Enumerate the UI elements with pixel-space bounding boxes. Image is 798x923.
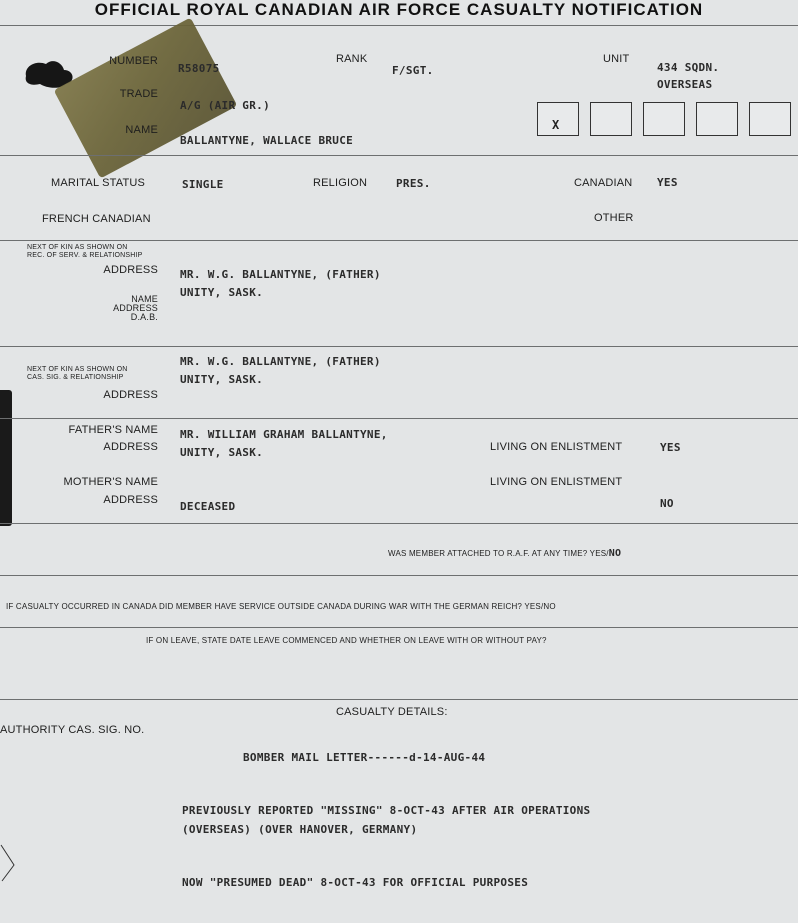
margin-scribble-decoration xyxy=(0,843,18,883)
unit-label: UNIT xyxy=(603,53,630,65)
divider xyxy=(0,155,798,156)
father-line-2: UNITY, SASK. xyxy=(180,446,264,459)
name-label: NAME xyxy=(125,124,158,136)
raf-attached-text: WAS MEMBER ATTACHED TO R.A.F. AT ANY TIME? YES/ xyxy=(388,549,609,558)
divider xyxy=(0,523,798,524)
nok-cas-address-label: ADDRESS xyxy=(103,389,158,401)
nok-record-label-line-1: NEXT OF KIN AS SHOWN ON xyxy=(27,244,128,251)
casualty-detail-line-1: PREVIOUSLY REPORTED "MISSING" 8-OCT-43 AFTER AIR OPERATIONS xyxy=(182,804,591,817)
number-value: R58075 xyxy=(178,62,220,75)
nok-cas-line-1: MR. W.G. BALLANTYNE, (FATHER) xyxy=(180,355,381,368)
father-living-label: LIVING ON ENLISTMENT xyxy=(490,441,623,453)
checkbox-other[interactable] xyxy=(749,102,791,136)
leave-question: IF ON LEAVE, STATE DATE LEAVE COMMENCED AND WHETHER ON LEAVE WITH OR WITHOUT PAY? xyxy=(146,636,547,645)
casualty-detail-line-2: (OVERSEAS) (OVER HANOVER, GERMANY) xyxy=(182,823,418,836)
french-canadian-label: FRENCH CANADIAN xyxy=(42,213,151,225)
religion-value: PRES. xyxy=(396,177,431,190)
divider xyxy=(0,418,798,419)
nab-dab-label: D.A.B. xyxy=(130,312,158,322)
divider xyxy=(0,346,798,347)
nok-record-label-line-2: REC. OF SERV. & RELATIONSHIP xyxy=(27,252,143,259)
mother-living-value: NO xyxy=(660,497,674,510)
divider xyxy=(0,25,798,26)
divider xyxy=(0,627,798,628)
nok-cas-label-line-1: NEXT OF KIN AS SHOWN ON xyxy=(27,366,128,373)
casualty-detail-line-3: NOW "PRESUMED DEAD" 8-OCT-43 FOR OFFICIAL PURPOSES xyxy=(182,876,529,889)
unit-value-line-1: 434 SQDN. xyxy=(657,61,720,74)
nok-record-line-2: UNITY, SASK. xyxy=(180,286,264,299)
religion-label: RELIGION xyxy=(313,177,368,189)
mother-address-label: ADDRESS xyxy=(103,494,158,506)
trade-value: A/G (AIR GR.) xyxy=(180,99,270,112)
trade-label: TRADE xyxy=(119,88,158,100)
binder-edge-decoration xyxy=(0,390,12,526)
mother-living-label: LIVING ON ENLISTMENT xyxy=(490,476,623,488)
mother-name-label: MOTHER'S NAME xyxy=(63,476,158,488)
checkbox-raaf[interactable] xyxy=(643,102,685,136)
authority-value: BOMBER MAIL LETTER------d-14-AUG-44 xyxy=(243,751,486,764)
marital-status-value: SINGLE xyxy=(182,178,224,191)
raf-attached-question xyxy=(388,548,621,559)
form-title: OFFICIAL ROYAL CANADIAN AIR FORCE CASUALTY NOTIFICATION xyxy=(94,0,704,19)
number-label: NUMBER xyxy=(109,55,158,67)
nab-name-label: NAME xyxy=(131,294,158,304)
name-value: BALLANTYNE, WALLACE BRUCE xyxy=(180,134,354,147)
authority-label: AUTHORITY CAS. SIG. NO. xyxy=(0,724,145,736)
casualty-details-label: CASUALTY DETAILS: xyxy=(336,706,448,718)
rank-label: RANK xyxy=(336,53,368,65)
checkbox-rnzaf[interactable] xyxy=(696,102,738,136)
nok-record-line-1: MR. W.G. BALLANTYNE, (FATHER) xyxy=(180,268,381,281)
marital-status-label: MARITAL STATUS xyxy=(51,177,146,189)
casualty-in-canada-question: IF CASUALTY OCCURRED IN CANADA DID MEMBER HAVE SERVICE OUTSIDE CANADA DURING WAR WITH THE GERMAN REICH? YES/NO xyxy=(6,602,556,611)
father-address-label: ADDRESS xyxy=(103,441,158,453)
unit-value-line-2: OVERSEAS xyxy=(657,78,713,91)
canadian-label: CANADIAN xyxy=(574,177,633,189)
father-line-1: MR. WILLIAM GRAHAM BALLANTYNE, xyxy=(180,428,388,441)
nok-cas-line-2: UNITY, SASK. xyxy=(180,373,264,386)
divider xyxy=(0,575,798,576)
divider xyxy=(0,699,798,700)
mother-value: DECEASED xyxy=(180,500,236,513)
divider xyxy=(0,240,798,241)
other-label: OTHER xyxy=(594,212,634,224)
checkbox-mark-rcaf: X xyxy=(552,118,560,132)
checkbox-raf[interactable] xyxy=(590,102,632,136)
raf-attached-answer: NO xyxy=(608,548,622,559)
rank-value: F/SGT. xyxy=(392,64,434,77)
canadian-value: YES xyxy=(657,176,678,189)
nab-address-label: ADDRESS xyxy=(113,303,158,313)
nok-cas-label-line-2: CAS. SIG. & RELATIONSHIP xyxy=(27,374,124,381)
nok-record-address-label: ADDRESS xyxy=(103,264,158,276)
father-name-label: FATHER'S NAME xyxy=(68,424,158,436)
father-living-value: YES xyxy=(660,441,681,454)
